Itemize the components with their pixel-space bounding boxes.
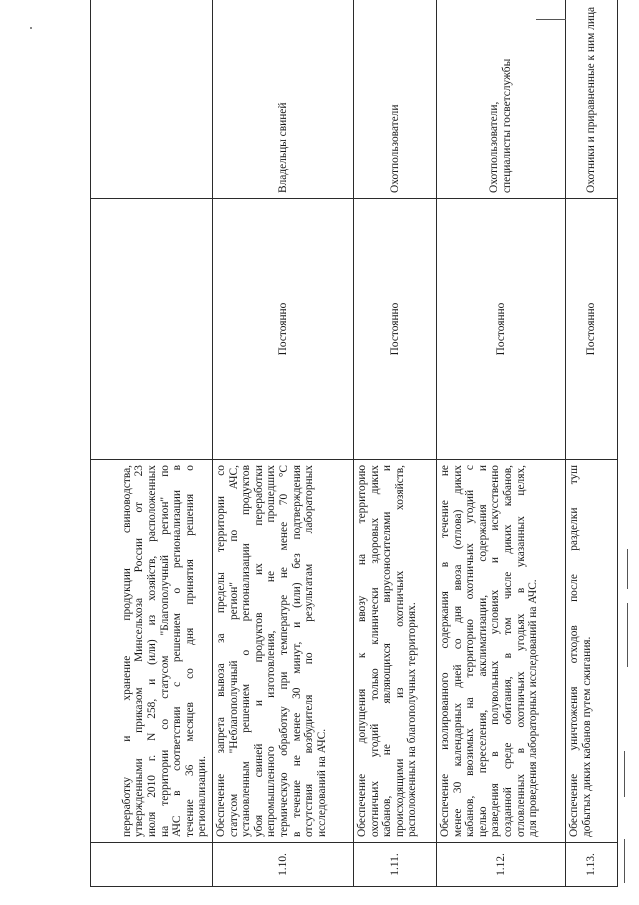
scan-artifact-line: [624, 751, 625, 797]
responsible-line: Охотпользователи,: [488, 101, 501, 193]
scan-artifact-line: [624, 839, 625, 883]
table-row: [566, 0, 618, 887]
measures-table: [90, 0, 618, 887]
scan-artifact-line: [627, 603, 628, 667]
responsible-line: Охотпользователи: [388, 104, 401, 193]
text-line: непромышленного изготовления, не прошедших: [265, 465, 278, 837]
text-line: в течение не менее 30 минут, и (или) без подтверждения: [290, 465, 303, 837]
row-number: 1.11.: [354, 843, 437, 887]
responsible-cell: [566, 0, 618, 199]
row-number: 1.12.: [437, 843, 566, 887]
text-line: менее 30 календарных дней со дня ввоза (отлова) диких: [451, 465, 464, 837]
measure-text-cell: [354, 460, 437, 843]
period-cell: Постоянно: [437, 199, 566, 460]
measure-text-cell: [91, 460, 213, 843]
period-cell: Постоянно: [566, 199, 618, 460]
text-line: регионализации.: [196, 756, 209, 837]
text-line: созданной среде обитания, в том числе диких кабанов,: [501, 465, 514, 837]
text-line: переработку и хранение продукции свиноводства,: [120, 465, 133, 837]
text-line: Обеспечение уничтожения отходов после разделки туш: [568, 465, 580, 837]
scan-artifact-line: [536, 19, 566, 20]
text-line: статусом "Неблагополучный регион" по АЧС,: [227, 465, 240, 837]
period-cell: [91, 199, 213, 460]
table-row-continuation: [91, 0, 213, 887]
row-number: 1.10.: [213, 843, 354, 887]
responsible-cell: [354, 0, 437, 199]
table-row: [354, 0, 437, 887]
table-row: [437, 0, 566, 887]
text-line: течение 36 месяцев со дня принятия решения о: [183, 465, 196, 837]
responsible-cell: [437, 0, 566, 199]
responsible-cell: [91, 0, 213, 199]
text-line: расположенных на благополучных территориях.: [406, 602, 419, 837]
row-number-cell: [91, 843, 213, 887]
text-line: целью переселения, акклиматизации, содержания и: [476, 465, 489, 837]
responsible-line: Владельцы свиней: [276, 102, 289, 193]
text-line: добытых диких кабанов путем сжигания.: [580, 636, 593, 837]
text-line: Обеспечение запрета вывоза за пределы территории со: [215, 465, 227, 837]
text-line: кабанов, ввозимых на территорию охотничьих угодий с: [464, 465, 477, 837]
text-line: установленным решением о регионализации продуктов: [240, 465, 253, 837]
text-line: утвержденными приказом Минсельхоза России от 23: [133, 465, 146, 837]
text-line: отсутствия возбудителя по результатам лабораторных: [303, 465, 316, 837]
period-cell: Постоянно: [213, 199, 354, 460]
text-line: разведения в полувольных условиях и искусственно: [489, 465, 502, 837]
text-line: убоя свиней и продуктов их переработки: [252, 465, 265, 837]
table-row: [213, 0, 354, 887]
text-line: на территории со статусом "Благополучный регион" по: [158, 465, 171, 837]
text-line: охотничьих угодий только клинически здоровых диких: [368, 465, 381, 837]
measure-text-cell: [213, 460, 354, 843]
measure-text-cell: [566, 460, 618, 843]
responsible-cell: [213, 0, 354, 199]
text-line: происходящими из охотничьих хозяйств,: [393, 465, 406, 837]
text-line: исследований на АЧС.: [315, 728, 328, 837]
scan-artifact-line: [627, 549, 628, 589]
text-line: отловленных в охотничьих угодьях в указанных целях,: [514, 465, 527, 837]
text-line: термическую обработку при температуре не менее 70 °С: [277, 465, 290, 837]
scan-artifact-dot: [30, 27, 32, 29]
text-line: кабанов, не являющихся вирусоносителями и: [381, 465, 394, 837]
responsible-line: специалисты госветслужбы: [501, 58, 513, 193]
period-cell: Постоянно: [354, 199, 437, 460]
row-number: 1.13.: [566, 843, 618, 887]
text-line: для проведения лабораторных исследований на АЧС.: [527, 579, 540, 837]
text-line: Обеспечение допущения к ввозу на территорию: [356, 465, 368, 837]
responsible-line: Охотники и приравненные к ним лица: [585, 6, 598, 193]
measure-text-cell: [437, 460, 566, 843]
text-line: АЧС в соответствии с решением о регионализации в: [171, 465, 184, 837]
text-line: Обеспечение изолированного содержания в течение не: [439, 465, 451, 837]
text-line: июля 2010 г. N 258, и (или) из хозяйств, расположенных: [146, 465, 159, 837]
